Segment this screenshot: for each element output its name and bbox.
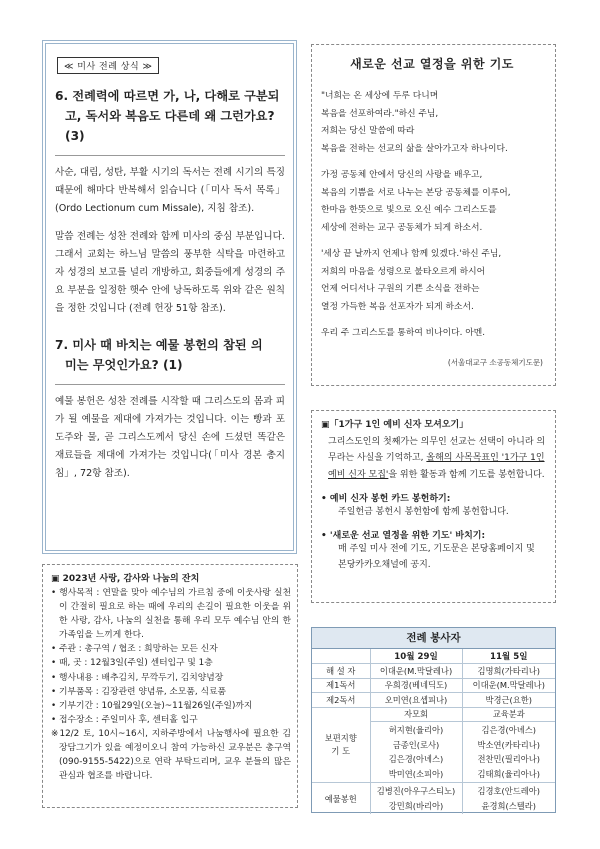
mission-prayer-box: [311, 44, 556, 386]
prayer-block-3: [321, 246, 543, 316]
server-name: 금종인(로사): [392, 739, 440, 750]
prayer-line: 복음을 선포하여라."하신 주님,: [321, 108, 439, 119]
prayer-line: 저희의 마음을 성령으로 불타오르게 하시어: [321, 266, 486, 277]
divider: [55, 384, 285, 385]
prayer-line: 저희는 당신 말씀에 따라: [321, 126, 415, 136]
question-7-paragraph-1: 예물 봉헌은 성찬 전례를 시작할 때 그리스도의 몸과 피가 될 예물을 제대에 가져가는 것입니다. 이는 빵과 포도주와 물, 곧 그리스도께서 당신 손에 드셨던 똑같은 재료들을 제대에 가져가는 것입니다(「미사 경본 총지침」, 72항 참조).: [55, 396, 285, 479]
table-row: [312, 707, 555, 722]
prayer-line: 세상에 전하는 교구 공동체가 되게 하소서.: [321, 222, 483, 233]
server-cell: [370, 783, 462, 815]
table-row: [312, 693, 555, 708]
server-name: 전찬민(필리아나): [477, 754, 541, 764]
event-contents: • 행사내용 : 배추김치, 무깍두기, 김치양념장: [51, 672, 224, 683]
invite-bullet-2-text: 매 주일 미사 전에 기도, 기도문은 본당홈페이지 및 본당카카오채널에 공지.: [338, 544, 535, 571]
date-1: 10월 29일: [370, 649, 462, 664]
group-cell: 자모회: [370, 707, 462, 722]
role-cell: 제2독서: [312, 693, 370, 708]
prayer-source: (서울대교구 소공동체기도문): [447, 357, 543, 367]
event-items: • 기부품목 : 김장관련 양념류, 소모품, 식료품: [51, 686, 226, 697]
liturgy-knowledge-box: [42, 40, 297, 554]
prayer-line: "너희는 온 세상에 두루 다니며: [321, 91, 439, 101]
server-cell: [462, 722, 555, 783]
question-6-paragraph-1: 사순, 대림, 성탄, 부활 시기의 독서는 전례 시기의 특징 때문에 해마다 반복해서 읽습니다 (「미사 독서 목록」(Ordo Lectionum cum Missale), 지침 참조).: [55, 167, 285, 214]
role-cell: 예물봉헌: [324, 793, 357, 804]
group-cell: 교육분과: [462, 707, 555, 722]
role-cell: 보편지향 기 도: [312, 707, 370, 783]
table-row: [312, 783, 555, 815]
server-cell: 오미연(요셉피나): [370, 693, 462, 708]
prayer-line: 열정 가득한 복음 선포자가 되게 하소서.: [321, 301, 474, 312]
divider: [55, 155, 285, 156]
question-6-line2: 고, 독서와 복음도 다른데 왜 그런가요? (3): [65, 109, 275, 143]
question-6-title: [55, 86, 285, 146]
section-tag: ≪ 미사 전례 상식 ≫: [57, 57, 159, 74]
liturgy-servers-table: [311, 627, 556, 813]
server-name: 허지현(율리아): [388, 725, 444, 735]
prayer-line: 한마음 한뜻으로 빛으로 오신 예수 그리스도를: [321, 205, 497, 215]
prayer-line: 언제 어디서나 구원의 기쁜 소식을 전하는: [321, 284, 480, 294]
question-7-title: [55, 335, 285, 375]
server-name: 박미연(소피아): [388, 768, 444, 779]
event-when: • 때, 곳 : 12월3일(주일) 센터입구 및 1층: [51, 658, 213, 669]
server-name: 김경호(안드레아): [477, 786, 541, 796]
event-title: ▣ 2023년 사랑, 감사와 나눔의 잔치: [51, 574, 200, 584]
schedule-title: 전례 봉사자: [312, 628, 555, 649]
server-cell: 이대운(M.막달레나): [462, 678, 555, 693]
server-name: 윤경희(스텔라): [481, 800, 537, 811]
prayer-line: 복음의 기쁨을 서로 나누는 본당 공동체를 이루어,: [321, 187, 511, 198]
role-cell: 해 설 자: [312, 664, 370, 679]
server-name: 김병진(아우구스티노): [376, 786, 456, 796]
server-cell: 우희경(베네딕도): [370, 678, 462, 693]
event-period: • 기부기간 : 10월29일(오늘)~11월26일(주일)까지: [51, 700, 253, 711]
event-purpose: • 행사목적 : 연말을 맞아 예수님의 가르침 중에 이웃사랑 실천이 간절히 필요로 하는 때에 우리의 손길이 필요한 이웃을 위한 사랑, 감사, 나눔의 실천을 통해 우리 모두 예수님 안의 한가족임을 느끼게 한다.: [51, 588, 291, 641]
invite-bullet-1-text: 주일헌금 봉헌시 봉헌함에 함께 봉헌합니다.: [338, 506, 509, 517]
invite-text-underlined: 올해의 사목목표인 '1가구 1인 예비 신자 모집': [328, 453, 545, 480]
prayer-line: 가정 공동체 안에서 당신의 사랑을 배우고,: [321, 170, 483, 180]
question-7-line1: 7. 미사 때 바치는 예물 봉헌의 참된 의: [55, 338, 263, 353]
server-cell: 이대운(M.막달레나): [370, 664, 462, 679]
event-note: ※12/2 토, 10시~16시, 지하주방에서 나눔행사에 필요한 김장담그기가 있을 예정이오니 참여 가능하신 교우분은 총구역(090-9155-5422)으로 연락 부탁드리며, 교우 분들의 많은 관심과 협조를 바랍니다.: [51, 728, 291, 782]
server-name: 김은경(아녜스): [388, 754, 444, 764]
table-row: [312, 664, 555, 679]
question-6-paragraph-2: 말씀 전례는 성찬 전례와 함께 미사의 중심 부분입니다. 그래서 교회는 하느님 말씀의 풍부한 식탁을 마련하고자 성경의 보고를 널리 개방하고, 회중들에게 성경의 주요 부분을 일정한 햇수 안에 낭독하도록 위와 같은 원칙을 정한 것입니다 (전례 헌장 51항 참조).: [55, 231, 285, 314]
server-name: 김은경(아녜스): [481, 725, 537, 735]
prayer-line: 복음을 전하는 선교의 삶을 살아가고자 하나이다.: [321, 143, 508, 154]
invite-catechumen-box: [311, 410, 556, 603]
server-cell: 박경근(요한): [462, 693, 555, 708]
server-cell: [462, 783, 555, 815]
schedule-table: [312, 649, 555, 814]
sharing-event-box: [42, 564, 298, 808]
prayer-closing: 우리 주 그리스도를 통하여 비나이다. 아멘.: [321, 328, 486, 338]
role-cell: 제1독서: [312, 678, 370, 693]
prayer-block-2: [321, 167, 543, 237]
invite-text: [321, 434, 546, 483]
invite-bullet-2-heading: • '새로운 선교 열정을 위한 기도' 바치기:: [321, 531, 486, 542]
event-host: • 주관 : 총구역 / 협조 : 희망하는 모든 신자: [51, 644, 218, 655]
empty-cell: [312, 649, 370, 664]
invite-text-a: 그리스도인의 첫째가는 의무인 선교는 선택이 아니라 의무라는 사실을 기억하고,: [328, 437, 546, 464]
server-name: 김태희(율리아나): [477, 768, 541, 779]
table-row: [312, 678, 555, 693]
invite-text-b: 을 위한 활동과 함께 기도를 봉헌합니다.: [388, 469, 545, 480]
prayer-block-1: [321, 88, 543, 158]
date-2: 11월 5일: [462, 649, 555, 664]
server-cell: 김명희(가타리나): [462, 664, 555, 679]
prayer-line: '세상 끝 날까지 언제나 함께 있겠다.'하신 주님,: [321, 249, 502, 259]
invite-bullet-1-heading: • 예비 신자 봉헌 카드 봉헌하기:: [321, 493, 451, 504]
prayer-title: 새로운 선교 열정을 위한 기도: [350, 57, 514, 71]
server-name: 박소연(카타리나): [477, 739, 541, 750]
server-name: 강민희(바리아): [388, 800, 444, 811]
question-7-line2: 미는 무엇인가요? (1): [65, 358, 183, 373]
event-place: • 접수장소 : 주일미사 후, 센터홀 입구: [51, 714, 198, 725]
table-row: [312, 649, 555, 664]
invite-title: ▣「1가구 1인 예비 신자 모셔오기」: [321, 420, 469, 430]
server-cell: [370, 722, 462, 783]
question-6-line1: 6. 전례력에 따르면 가, 나, 다해로 구분되: [55, 89, 280, 103]
